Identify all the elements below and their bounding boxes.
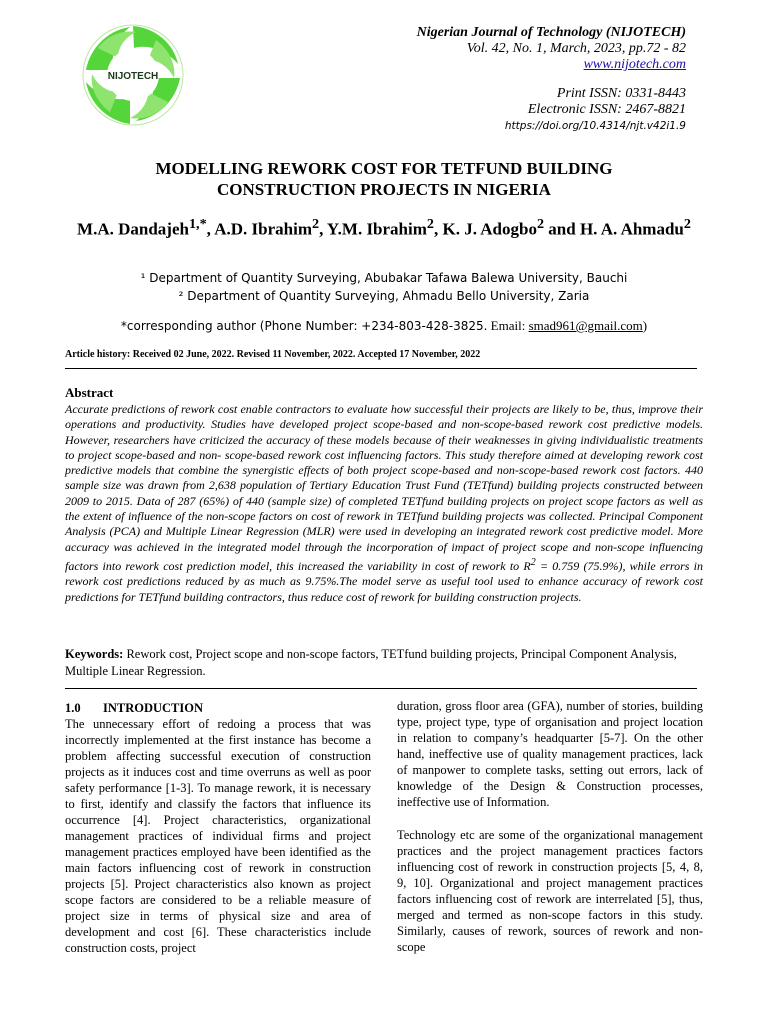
- keywords: [65, 646, 705, 680]
- author-name: M.A. Dandajeh: [77, 219, 189, 239]
- email-link[interactable]: smad961@gmail.com: [528, 318, 643, 333]
- section-title: INTRODUCTION: [103, 701, 204, 715]
- author-name: , A.D. Ibrahim: [206, 219, 312, 239]
- abstract-body-end: = 0.759 (75.9%), while errors in rework cost predictions reduced by as much as 9.75%.The model serve as useful tool used to enhance accuracy of rework cost predictions for TETfund building contractors, thus reduce cost of rework for building construction projects.: [65, 558, 704, 604]
- author-affiliation-mark: 1,*: [188, 216, 207, 232]
- nijotech-logo-graphic: [78, 20, 188, 130]
- email-label: Email:: [487, 318, 529, 333]
- corresponding-author-phone: *corresponding author (Phone Number: +234-803-428-3825.: [120, 319, 488, 333]
- nijotech-logo: [78, 20, 188, 130]
- intro-left-column: [65, 700, 371, 956]
- print-issn: Print ISSN: 0331-8443: [556, 86, 686, 101]
- abstract-body: Accurate predictions of rework cost enable contractors to evaluate how successful their projects are likely to be, thus, improve their operations and productivity. Studies have developed project scope-based and non-scope-based rework cost predictive models. However, researchers have criticized the accuracy of these models because of their weaknesses in giving individualistic treatments to project scope-based and non- scope-based rework cost influencing factors. This study therefore aimed at developing rework cost predictive models that combine the synergistic effects of both project scope-based and non-scope-based rework cost factors. 440 sample size was drawn from 2,638 population of Tertiary Education Trust Fund (TETfund) building projects constructed between 2009 to 2015. Data of 287 (65%) of 440 (sample size) of completed TETfund building projects on project scope factors as well as the extent of influence of the non-scope factors on cost of rework in TETfund building projects was collected. Principal Component Analysis (PCA) and Multiple Linear Regression (MLR) were used in developing an integrated rework cost predictive model. More accuracy was achieved in the integrated model through the incorporation of impact of project scope and non-scope influencing factors into rework cost prediction model, this increased the variability in cost of rework to R: [65, 402, 703, 573]
- logo-text: NIJOTECH: [107, 71, 159, 82]
- journal-header: [326, 25, 686, 134]
- intro-paragraph-2: duration, gross floor area (GFA), number of stories, building type, project type, type of organisation and project location in relation to company’s headquarter [5-7]. On the other hand, ineffective use of quality management practices, lack of manpower to complete tasks, setting out errors, lack of knowledge of the Design & Construction processes, ineffective use of Information.: [397, 699, 703, 809]
- affiliations: [60, 269, 708, 305]
- section-number: 1.0: [65, 701, 81, 715]
- abstract-superscript: 2: [530, 556, 536, 568]
- section-heading: [65, 700, 371, 716]
- author-affiliation-mark: 2: [426, 216, 434, 232]
- author-name: , K. J. Adogbo: [433, 219, 537, 239]
- author-name: , Y.M. Ibrahim: [319, 219, 427, 239]
- paper-title: [60, 158, 708, 200]
- abstract-text: [65, 402, 703, 605]
- author-affiliation-mark: 2: [536, 216, 545, 232]
- divider: [65, 688, 697, 689]
- author-name: and H. A. Ahmadu: [544, 219, 684, 239]
- keywords-text: Rework cost, Project scope and non-scope factors, TETfund building projects, Principal Component Analysis, Multiple Linear Regression.: [65, 647, 677, 678]
- author-list: [70, 213, 698, 241]
- intro-paragraph-3: Technology etc are some of the organizational management practices and the project management practices factors influencing cost of rework in construction projects [5, 4, 8, 9, 10]. Organizational and project management practices factors influencing cost of rework are interrelated [5], thus, merged and termed as non-scope factors in this study. Similarly, causes of rework, sources of rework and non-scope: [397, 828, 703, 954]
- affiliation-2: ² Department of Quantity Surveying, Ahmadu Bello University, Zaria: [178, 289, 590, 303]
- corresponding-author: [60, 318, 708, 334]
- intro-right-column: [397, 698, 703, 955]
- article-history: Article history: Received 02 June, 2022. Revised 11 November, 2022. Accepted 17 November, 2022: [65, 349, 481, 360]
- journal-name: Nigerian Journal of Technology (NIJOTECH): [416, 25, 686, 40]
- affiliation-1: ¹ Department of Quantity Surveying, Abubakar Tafawa Balewa University, Bauchi: [140, 271, 628, 285]
- title-line-1: MODELLING REWORK COST FOR TETFUND BUILDING: [155, 159, 613, 178]
- electronic-issn: Electronic ISSN: 2467-8821: [527, 102, 686, 117]
- title-line-2: CONSTRUCTION PROJECTS IN NIGERIA: [217, 180, 551, 199]
- corresponding-author-close: ): [642, 318, 648, 333]
- journal-url-link[interactable]: www.nijotech.com: [583, 57, 686, 72]
- author-affiliation-mark: 2: [311, 216, 320, 232]
- author-affiliation-mark: 2: [683, 216, 691, 232]
- divider: [65, 368, 697, 369]
- journal-volume: Vol. 42, No. 1, March, 2023, pp.72 - 82: [466, 41, 686, 56]
- intro-paragraph-1: The unnecessary effort of redoing a process that was incorrectly implemented at the first instance has become a problem affecting successful execution of construction projects as it induces cost and time overruns as well as poor safety performance [1-3]. To manage rework, it is necessary to first, identify and classify the factors that influence its occurrence [4]. Project characteristics, organizational management practices of individual firms and project management practices employed have been identified as the main factors influencing cost of rework in construction projects [5]. Project characteristics also known as project scope factors are considered to be a reliable measure of project size in terms of physical size and area of development and cost [6]. These characteristics include construction costs, project: [65, 717, 371, 955]
- doi-link[interactable]: https://doi.org/10.4314/njt.v42i1.9: [504, 120, 686, 132]
- keywords-label: Keywords:: [65, 647, 124, 661]
- abstract-heading: Abstract: [65, 385, 114, 400]
